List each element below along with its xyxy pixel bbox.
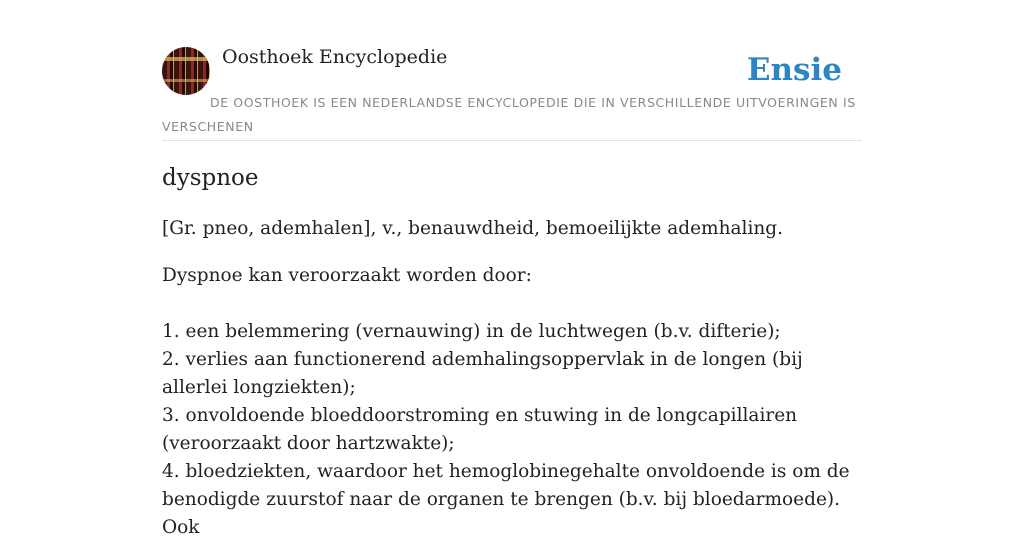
site-title-link[interactable]: Oosthoek Encyclopedie bbox=[222, 46, 448, 68]
entry-intro: Dyspnoe kan veroorzaakt worden door: bbox=[162, 265, 532, 286]
page bbox=[162, 0, 862, 542]
list-item: 4. bloedziekten, waardoor het hemoglobinegehalte onvoldoende is om de benodigde zuurstof naar de organen te brengen (b.v. bij bloedarmoede). Ook bbox=[162, 461, 850, 538]
list-item: 3. onvoldoende bloeddoorstroming en stuwing in de longcapillairen (veroorzaakt door hartzwakte); bbox=[162, 405, 798, 454]
site-header bbox=[162, 0, 862, 141]
list-item: 1. een belemmering (vernauwing) in de luchtwegen (b.v. difterie); bbox=[162, 321, 781, 342]
entry-title: dyspnoe bbox=[162, 165, 259, 191]
encyclopedia-books-avatar[interactable] bbox=[162, 47, 210, 95]
site-tagline: DE OOSTHOEK IS EEN NEDERLANDSE ENCYCLOPEDIE DIE IN VERSCHILLENDE UITVOERINGEN IS VERSCHENEN bbox=[162, 95, 856, 134]
ensie-logo-link[interactable]: Ensie bbox=[746, 52, 842, 88]
list-item: 2. verlies aan functionerend ademhalingsoppervlak in de longen (bij allerlei longziekten); bbox=[162, 349, 803, 398]
entry-definition: [Gr. pneo, ademhalen], v., benauwdheid, bemoeilijkte ademhaling. bbox=[162, 218, 784, 239]
cause-list bbox=[162, 318, 862, 542]
